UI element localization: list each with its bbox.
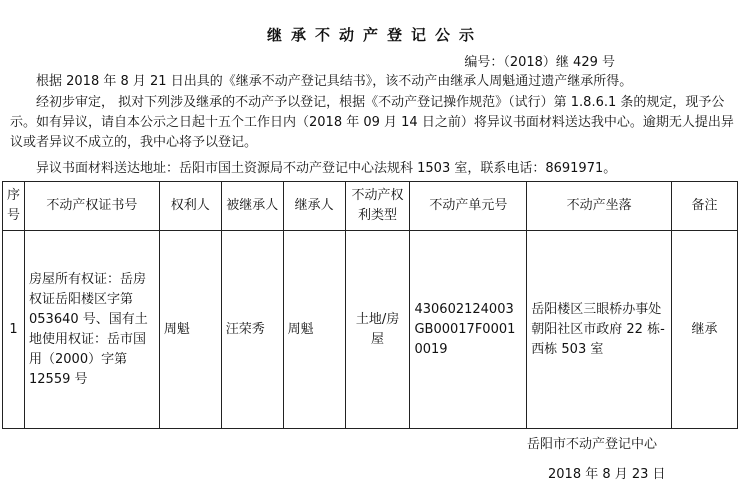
objection-address: 异议书面材料送达地址：岳阳市国土资源局不动产登记中心法规科 1503 室，联系电话：8691971。 — [36, 161, 617, 176]
table-header-row — [3, 182, 738, 231]
cell-deceased: 汪荣秀 — [221, 231, 283, 429]
cell-owner: 周魁 — [159, 231, 221, 429]
issue-date: 2018 年 8 月 23 日 — [548, 467, 666, 482]
header-heir: 继承人 — [283, 182, 345, 231]
header-owner: 权利人 — [159, 182, 221, 231]
notice-title: 继承不动产登记公示 — [266, 26, 483, 44]
cell-location: 岳阳楼区三眼桥办事处朝阳社区市政府 22 栋-西栋 503 室 — [527, 231, 672, 429]
notice-paragraph-1: 根据 2018 年 8 月 21 日出具的《继承不动产登记具结书》，该不动产由继承人周魁通过遗产继承所得。 — [36, 74, 633, 89]
header-remarks: 备注 — [672, 182, 738, 231]
registration-table — [2, 181, 738, 429]
table-row — [3, 231, 738, 429]
cell-unit-no: 430602124003GB00017F00010019 — [410, 231, 527, 429]
header-unit-no: 不动产单元号 — [410, 182, 527, 231]
header-deceased: 被继承人 — [221, 182, 283, 231]
issuing-organization: 岳阳市不动产登记中心 — [527, 437, 658, 452]
header-certificate-no: 不动产权证书号 — [25, 182, 160, 231]
cell-remarks: 继承 — [672, 231, 738, 429]
cell-right-type: 土地/房屋 — [345, 231, 410, 429]
cell-certificate-no: 房屋所有权证：岳房权证岳阳楼区字第 053640 号、国有土地使用权证：岳市国用（2000）字第 12559 号 — [25, 231, 160, 429]
header-right-type: 不动产权利类型 — [345, 182, 410, 231]
header-location: 不动产坐落 — [527, 182, 672, 231]
notice-paragraph-2: 经初步审定， 拟对下列涉及继承的不动产予以登记，根据《不动产登记操作规范》（试行）第 1.8.6.1 条的规定，现予公示。如有异议，请自本公示之日起十五个工作日内（2018 年 09 月 14 日之前）将异议书面材料送达我中心。逾期无人提出异议或者异议不成立的，我中心将予以登记。 — [10, 95, 734, 150]
cell-heir: 周魁 — [283, 231, 345, 429]
cell-seq: 1 — [3, 231, 25, 429]
document-number: 编号：（2018）继 429 号 — [464, 55, 615, 70]
header-seq: 序号 — [3, 182, 25, 231]
